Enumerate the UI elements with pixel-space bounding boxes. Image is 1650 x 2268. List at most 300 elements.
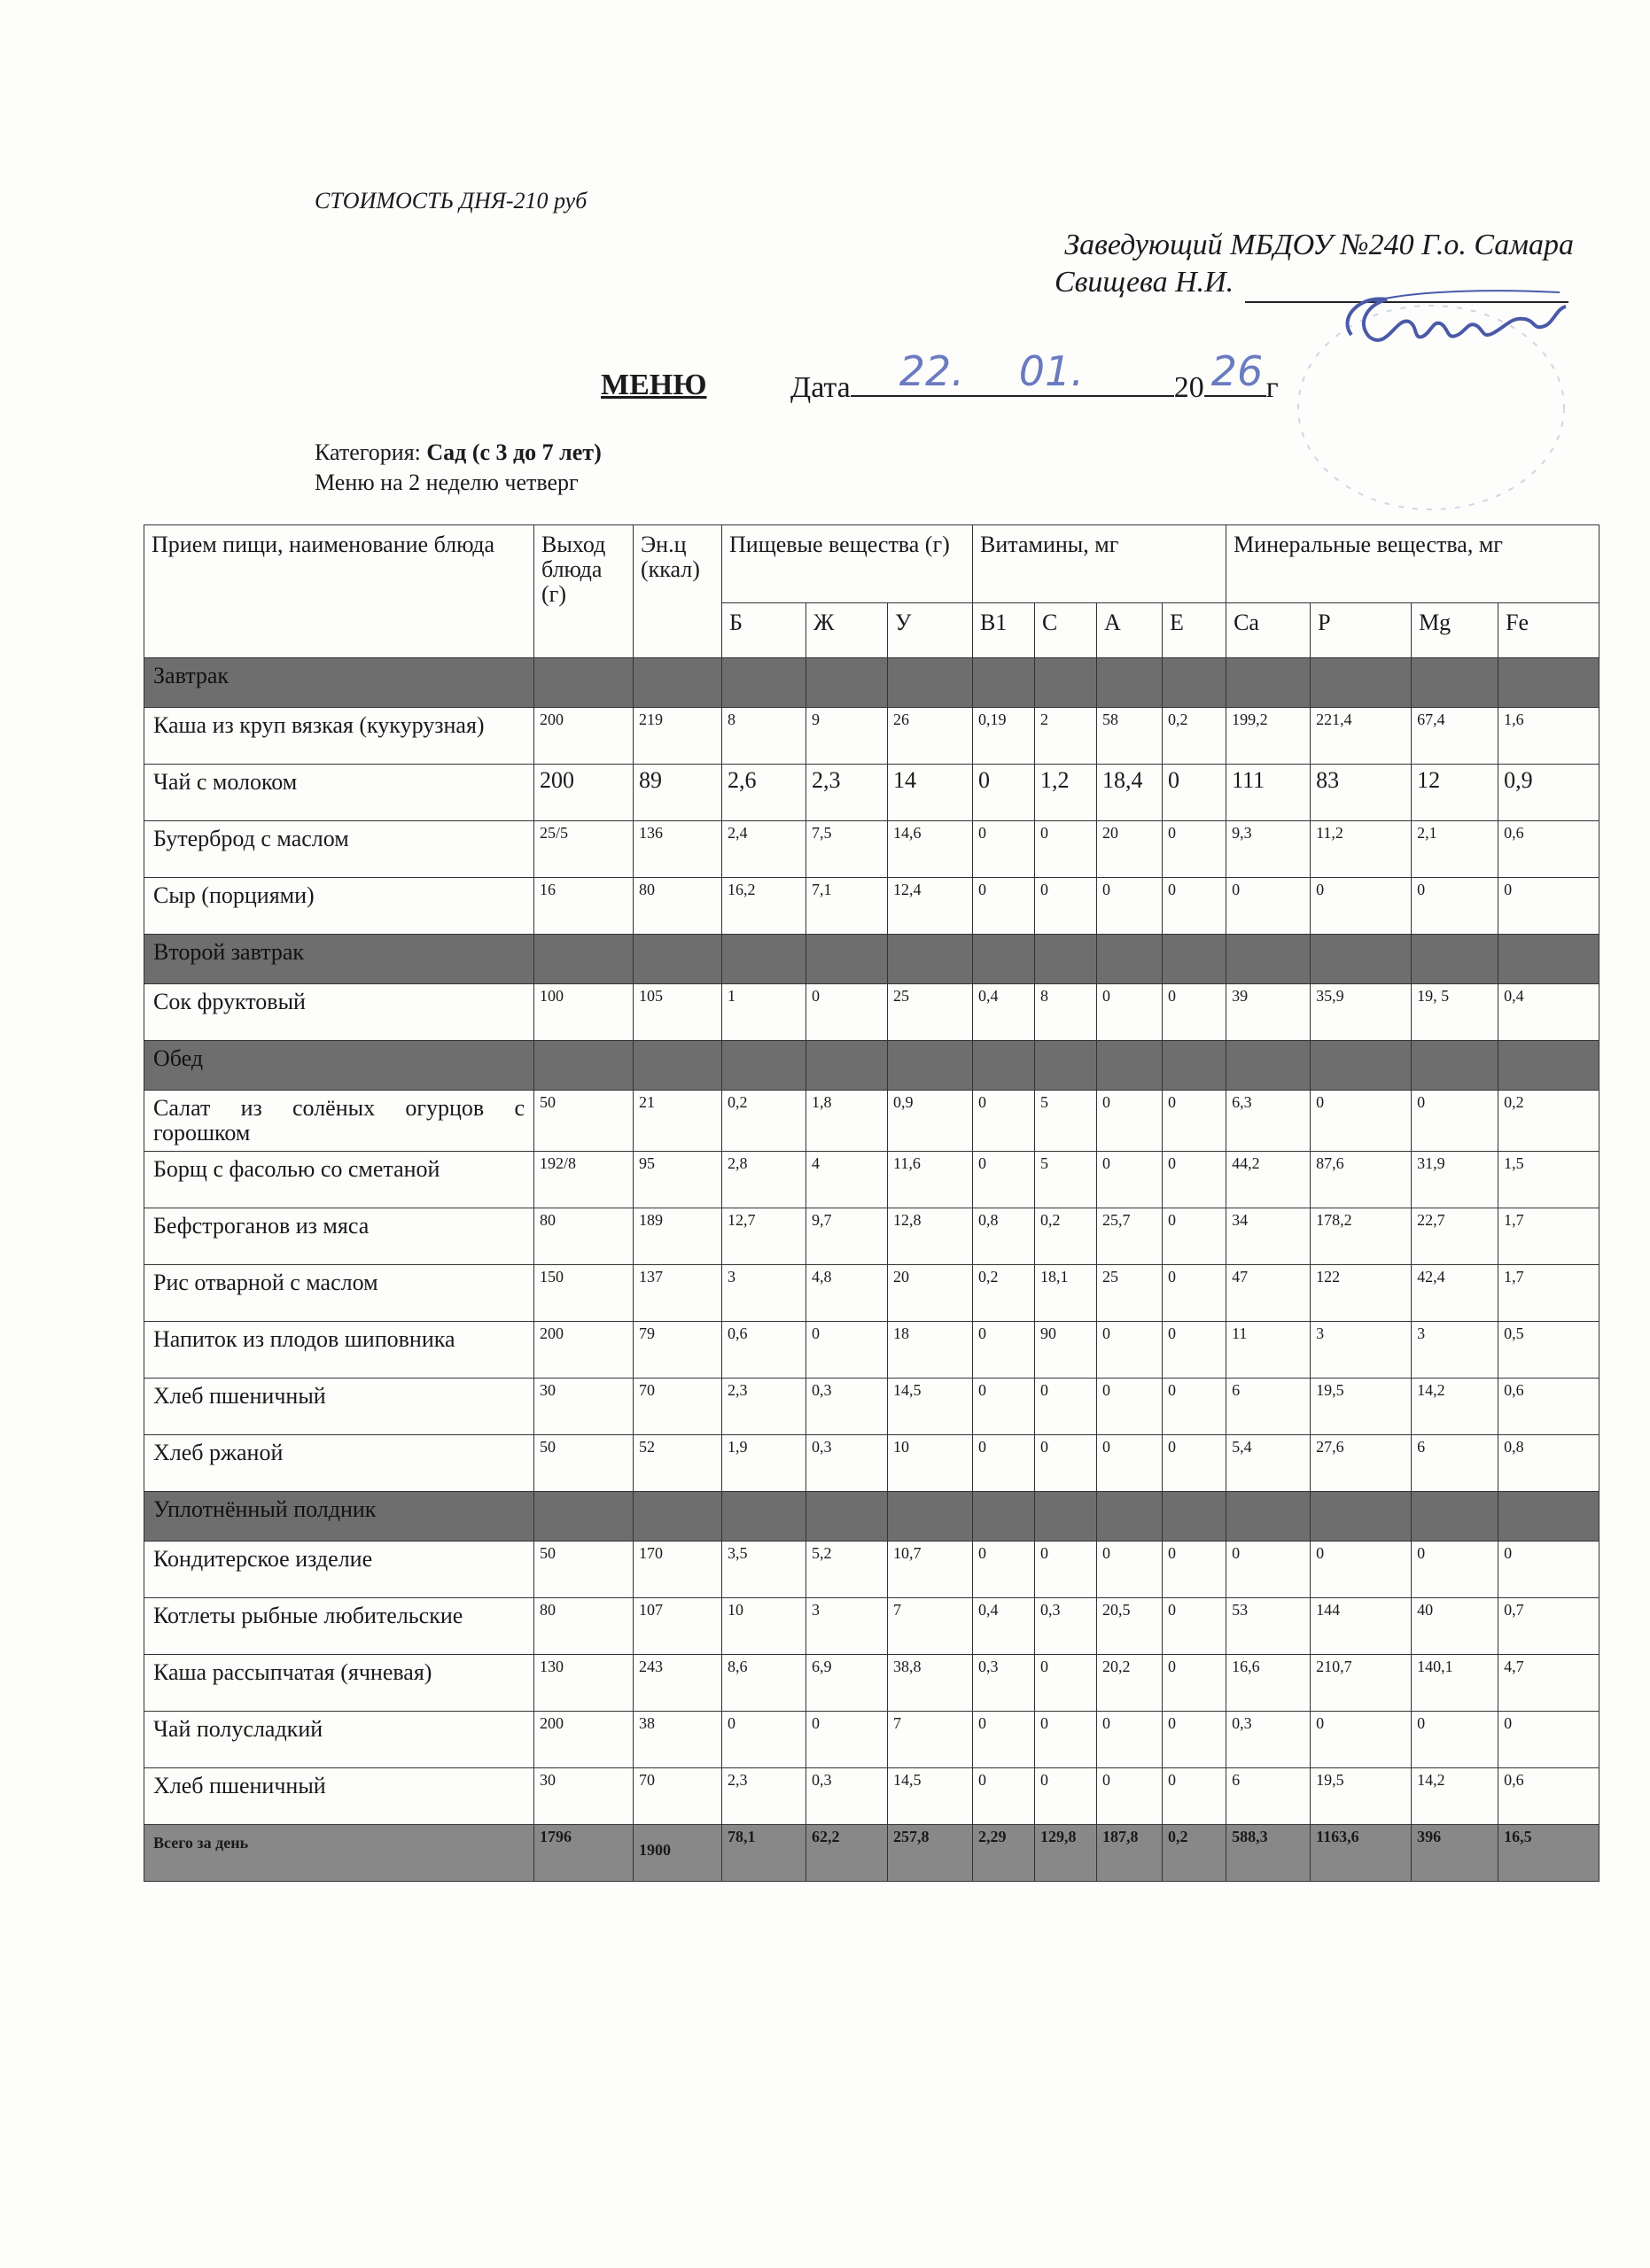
value-cell: 0 bbox=[1163, 1712, 1226, 1768]
dish-name: Рис отварной с маслом bbox=[144, 1265, 534, 1322]
value-cell: 0 bbox=[1035, 1542, 1097, 1598]
section-filler-cell bbox=[534, 1492, 634, 1542]
value-cell: 14,2 bbox=[1412, 1768, 1498, 1825]
section-filler-cell bbox=[634, 935, 722, 984]
value-cell: 90 bbox=[1035, 1322, 1097, 1379]
value-cell: 0 bbox=[1163, 1152, 1226, 1208]
header-zh: Ж bbox=[806, 603, 888, 658]
value-cell: 122 bbox=[1311, 1265, 1412, 1322]
menu-title: МЕНЮ bbox=[601, 369, 707, 401]
value-cell: 100 bbox=[534, 984, 634, 1041]
value-cell: 0,3 bbox=[973, 1655, 1035, 1712]
value-cell: 0 bbox=[1498, 878, 1599, 935]
value-cell: 2,3 bbox=[722, 1768, 806, 1825]
value-cell: 26 bbox=[888, 708, 973, 765]
section-filler-cell bbox=[1412, 935, 1498, 984]
section-filler-cell bbox=[888, 1041, 973, 1091]
value-cell: 79 bbox=[634, 1322, 722, 1379]
value-cell: 22,7 bbox=[1412, 1208, 1498, 1265]
value-cell: 95 bbox=[634, 1152, 722, 1208]
header-vitamins: Витамины, мг bbox=[973, 525, 1226, 603]
section-filler-cell bbox=[722, 1492, 806, 1542]
value-cell: 18,4 bbox=[1097, 765, 1163, 821]
header-b1: B1 bbox=[973, 603, 1035, 658]
value-cell: 199,2 bbox=[1226, 708, 1311, 765]
value-cell: 14,2 bbox=[1412, 1379, 1498, 1435]
value-cell: 200 bbox=[534, 1712, 634, 1768]
value-cell: 5,2 bbox=[806, 1542, 888, 1598]
value-cell: 5 bbox=[1035, 1091, 1097, 1152]
value-cell: 221,4 bbox=[1311, 708, 1412, 765]
value-cell: 16,6 bbox=[1226, 1655, 1311, 1712]
value-cell: 1,5 bbox=[1498, 1152, 1599, 1208]
date-month: 01. bbox=[1018, 347, 1084, 395]
section-filler-cell bbox=[1163, 935, 1226, 984]
menu-table bbox=[144, 524, 1599, 1882]
value-cell: 150 bbox=[534, 1265, 634, 1322]
dish-name: Бутерброд с маслом bbox=[144, 821, 534, 878]
dish-name: Каша рассыпчатая (ячневая) bbox=[144, 1655, 534, 1712]
table-row bbox=[144, 1435, 1599, 1492]
section-filler-cell bbox=[1035, 658, 1097, 708]
dish-name: Хлеб пшеничный bbox=[144, 1379, 534, 1435]
value-cell: 0 bbox=[1498, 1542, 1599, 1598]
value-cell: 70 bbox=[634, 1768, 722, 1825]
category-value: Сад (с 3 до 7 лет) bbox=[426, 439, 602, 465]
value-cell: 1,7 bbox=[1498, 1208, 1599, 1265]
section-filler-cell bbox=[1498, 1041, 1599, 1091]
value-cell: 89 bbox=[634, 765, 722, 821]
value-cell: 2,6 bbox=[722, 765, 806, 821]
value-cell: 0 bbox=[1163, 1091, 1226, 1152]
value-cell: 1,7 bbox=[1498, 1265, 1599, 1322]
value-cell: 52 bbox=[634, 1435, 722, 1492]
section-filler-cell bbox=[1498, 658, 1599, 708]
total-value-cell: 588,3 bbox=[1226, 1825, 1311, 1882]
date-year-suffix: 26 bbox=[1210, 347, 1264, 395]
header-energy: Эн.ц (ккал) bbox=[634, 525, 722, 658]
value-cell: 0 bbox=[1097, 1768, 1163, 1825]
dish-name: Кондитерское изделие bbox=[144, 1542, 534, 1598]
value-cell: 0 bbox=[1311, 878, 1412, 935]
value-cell: 192/8 bbox=[534, 1152, 634, 1208]
value-cell: 0,9 bbox=[888, 1091, 973, 1152]
value-cell: 0,19 bbox=[973, 708, 1035, 765]
value-cell: 0,6 bbox=[722, 1322, 806, 1379]
header-c: C bbox=[1035, 603, 1097, 658]
value-cell: 0 bbox=[1035, 1712, 1097, 1768]
value-cell: 0 bbox=[1035, 1379, 1097, 1435]
section-filler-cell bbox=[1035, 935, 1097, 984]
header-mg: Mg bbox=[1412, 603, 1498, 658]
value-cell: 80 bbox=[534, 1598, 634, 1655]
section-filler-cell bbox=[534, 1041, 634, 1091]
value-cell: 30 bbox=[534, 1379, 634, 1435]
value-cell: 0,2 bbox=[1163, 708, 1226, 765]
header-yield: Выход блюда (г) bbox=[534, 525, 634, 658]
value-cell: 0 bbox=[1311, 1091, 1412, 1152]
value-cell: 3 bbox=[722, 1265, 806, 1322]
value-cell: 0 bbox=[1412, 1712, 1498, 1768]
value-cell: 2,3 bbox=[806, 765, 888, 821]
value-cell: 0 bbox=[973, 1435, 1035, 1492]
value-cell: 0 bbox=[973, 1379, 1035, 1435]
section-filler-cell bbox=[722, 658, 806, 708]
value-cell: 130 bbox=[534, 1655, 634, 1712]
value-cell: 20 bbox=[888, 1265, 973, 1322]
value-cell: 0 bbox=[1163, 1768, 1226, 1825]
dish-name: Чай полусладкий bbox=[144, 1712, 534, 1768]
value-cell: 14 bbox=[888, 765, 973, 821]
value-cell: 7 bbox=[888, 1598, 973, 1655]
value-cell: 35,9 bbox=[1311, 984, 1412, 1041]
value-cell: 2,8 bbox=[722, 1152, 806, 1208]
value-cell: 7,1 bbox=[806, 878, 888, 935]
value-cell: 0 bbox=[1163, 1598, 1226, 1655]
section-filler-cell bbox=[1035, 1492, 1097, 1542]
value-cell: 10 bbox=[888, 1435, 973, 1492]
value-cell: 14,6 bbox=[888, 821, 973, 878]
value-cell: 0 bbox=[1163, 1655, 1226, 1712]
value-cell: 0,4 bbox=[973, 984, 1035, 1041]
value-cell: 0 bbox=[806, 1322, 888, 1379]
date-year-prefix: 20 bbox=[1173, 371, 1204, 404]
section-filler-cell bbox=[973, 935, 1035, 984]
value-cell: 243 bbox=[634, 1655, 722, 1712]
date-day-month-field bbox=[851, 347, 1174, 397]
value-cell: 0,8 bbox=[973, 1208, 1035, 1265]
value-cell: 1 bbox=[722, 984, 806, 1041]
value-cell: 12,7 bbox=[722, 1208, 806, 1265]
value-cell: 0 bbox=[1163, 765, 1226, 821]
value-cell: 12,4 bbox=[888, 878, 973, 935]
total-value-cell: 1900 bbox=[634, 1825, 722, 1882]
value-cell: 0 bbox=[1163, 984, 1226, 1041]
value-cell: 0 bbox=[973, 821, 1035, 878]
header-b: Б bbox=[722, 603, 806, 658]
table-row bbox=[144, 1768, 1599, 1825]
value-cell: 0 bbox=[1035, 1435, 1097, 1492]
table-row bbox=[144, 1091, 1599, 1152]
value-cell: 0 bbox=[1097, 878, 1163, 935]
total-value-cell: 396 bbox=[1412, 1825, 1498, 1882]
table-row bbox=[144, 765, 1599, 821]
value-cell: 0,3 bbox=[1226, 1712, 1311, 1768]
value-cell: 9,7 bbox=[806, 1208, 888, 1265]
value-cell: 11,6 bbox=[888, 1152, 973, 1208]
value-cell: 0,2 bbox=[722, 1091, 806, 1152]
value-cell: 0 bbox=[1097, 1322, 1163, 1379]
value-cell: 0 bbox=[973, 878, 1035, 935]
value-cell: 38 bbox=[634, 1712, 722, 1768]
category bbox=[315, 439, 602, 466]
date-unit: г bbox=[1265, 371, 1279, 404]
section-filler-cell bbox=[1226, 1492, 1311, 1542]
value-cell: 44,2 bbox=[1226, 1152, 1311, 1208]
section-row bbox=[144, 1041, 1599, 1091]
header-minerals: Минеральные вещества, мг bbox=[1226, 525, 1599, 603]
value-cell: 0 bbox=[973, 1768, 1035, 1825]
value-cell: 25,7 bbox=[1097, 1208, 1163, 1265]
value-cell: 20 bbox=[1097, 821, 1163, 878]
value-cell: 200 bbox=[534, 708, 634, 765]
value-cell: 5,4 bbox=[1226, 1435, 1311, 1492]
section-filler-cell bbox=[1498, 1492, 1599, 1542]
table-row bbox=[144, 984, 1599, 1041]
section-filler-cell bbox=[722, 935, 806, 984]
value-cell: 19,5 bbox=[1311, 1768, 1412, 1825]
week-label: Меню на 2 неделю четверг bbox=[315, 470, 579, 495]
value-cell: 53 bbox=[1226, 1598, 1311, 1655]
section-filler-cell bbox=[1311, 1492, 1412, 1542]
value-cell: 0 bbox=[1311, 1712, 1412, 1768]
value-cell: 16 bbox=[534, 878, 634, 935]
value-cell: 170 bbox=[634, 1542, 722, 1598]
value-cell: 7,5 bbox=[806, 821, 888, 878]
value-cell: 140,1 bbox=[1412, 1655, 1498, 1712]
value-cell: 144 bbox=[1311, 1598, 1412, 1655]
total-value-cell: 257,8 bbox=[888, 1825, 973, 1882]
value-cell: 0,5 bbox=[1498, 1322, 1599, 1379]
table-row bbox=[144, 821, 1599, 878]
value-cell: 0 bbox=[1035, 821, 1097, 878]
value-cell: 111 bbox=[1226, 765, 1311, 821]
date-label: Дата bbox=[790, 371, 851, 404]
value-cell: 136 bbox=[634, 821, 722, 878]
value-cell: 0,3 bbox=[806, 1768, 888, 1825]
section-filler-cell bbox=[1097, 1492, 1163, 1542]
value-cell: 34 bbox=[1226, 1208, 1311, 1265]
value-cell: 18,1 bbox=[1035, 1265, 1097, 1322]
table-row bbox=[144, 1265, 1599, 1322]
header-a: A bbox=[1097, 603, 1163, 658]
total-value-cell: 0,2 bbox=[1163, 1825, 1226, 1882]
value-cell: 0 bbox=[1163, 821, 1226, 878]
section-filler-cell bbox=[1498, 935, 1599, 984]
value-cell: 6 bbox=[1412, 1435, 1498, 1492]
section-filler-cell bbox=[722, 1041, 806, 1091]
value-cell: 6 bbox=[1226, 1379, 1311, 1435]
value-cell: 39 bbox=[1226, 984, 1311, 1041]
value-cell: 27,6 bbox=[1311, 1435, 1412, 1492]
dish-name: Бефстроганов из мяса bbox=[144, 1208, 534, 1265]
value-cell: 19,5 bbox=[1311, 1379, 1412, 1435]
value-cell: 0 bbox=[1035, 878, 1097, 935]
value-cell: 0 bbox=[1097, 1379, 1163, 1435]
value-cell: 0,4 bbox=[1498, 984, 1599, 1041]
value-cell: 189 bbox=[634, 1208, 722, 1265]
value-cell: 11 bbox=[1226, 1322, 1311, 1379]
section-filler-cell bbox=[973, 1492, 1035, 1542]
value-cell: 38,8 bbox=[888, 1655, 973, 1712]
section-filler-cell bbox=[1035, 1041, 1097, 1091]
value-cell: 200 bbox=[534, 765, 634, 821]
dish-name: Хлеб пшеничный bbox=[144, 1768, 534, 1825]
value-cell: 0,8 bbox=[1498, 1435, 1599, 1492]
section-filler-cell bbox=[1097, 935, 1163, 984]
value-cell: 10,7 bbox=[888, 1542, 973, 1598]
value-cell: 30 bbox=[534, 1768, 634, 1825]
value-cell: 70 bbox=[634, 1379, 722, 1435]
total-row bbox=[144, 1825, 1599, 1882]
value-cell: 0 bbox=[1097, 1091, 1163, 1152]
category-label: Категория: bbox=[315, 439, 427, 465]
value-cell: 178,2 bbox=[1311, 1208, 1412, 1265]
value-cell: 25 bbox=[1097, 1265, 1163, 1322]
value-cell: 0,2 bbox=[1035, 1208, 1097, 1265]
value-cell: 14,5 bbox=[888, 1379, 973, 1435]
section-row bbox=[144, 935, 1599, 984]
dish-name: Сыр (порциями) bbox=[144, 878, 534, 935]
total-value-cell: 129,8 bbox=[1035, 1825, 1097, 1882]
date-day: 22. bbox=[899, 347, 964, 395]
dish-name: Напиток из плодов шиповника bbox=[144, 1322, 534, 1379]
value-cell: 137 bbox=[634, 1265, 722, 1322]
value-cell: 80 bbox=[534, 1208, 634, 1265]
value-cell: 1,9 bbox=[722, 1435, 806, 1492]
value-cell: 0 bbox=[1226, 1542, 1311, 1598]
header-p: P bbox=[1311, 603, 1412, 658]
value-cell: 0,4 bbox=[973, 1598, 1035, 1655]
dish-name: Чай с молоком bbox=[144, 765, 534, 821]
value-cell: 0 bbox=[1035, 1655, 1097, 1712]
value-cell: 105 bbox=[634, 984, 722, 1041]
value-cell: 14,5 bbox=[888, 1768, 973, 1825]
header-ca: Ca bbox=[1226, 603, 1311, 658]
section-row bbox=[144, 1492, 1599, 1542]
value-cell: 0 bbox=[1097, 1542, 1163, 1598]
section-filler-cell bbox=[1226, 658, 1311, 708]
dish-name: Каша из круп вязкая (кукурузная) bbox=[144, 708, 534, 765]
value-cell: 3 bbox=[1311, 1322, 1412, 1379]
value-cell: 200 bbox=[534, 1322, 634, 1379]
table-row bbox=[144, 1712, 1599, 1768]
table-row bbox=[144, 1208, 1599, 1265]
section-filler-cell bbox=[806, 935, 888, 984]
table-row bbox=[144, 1598, 1599, 1655]
header-meal: Прием пищи, наименование блюда bbox=[144, 525, 534, 658]
value-cell: 0 bbox=[1498, 1712, 1599, 1768]
value-cell: 0 bbox=[973, 1091, 1035, 1152]
section-filler-cell bbox=[973, 658, 1035, 708]
value-cell: 31,9 bbox=[1412, 1152, 1498, 1208]
value-cell: 25/5 bbox=[534, 821, 634, 878]
value-cell: 6,3 bbox=[1226, 1091, 1311, 1152]
value-cell: 0 bbox=[973, 765, 1035, 821]
value-cell: 0 bbox=[973, 1542, 1035, 1598]
section-filler-cell bbox=[1097, 658, 1163, 708]
value-cell: 0,9 bbox=[1498, 765, 1599, 821]
total-value-cell: 16,5 bbox=[1498, 1825, 1599, 1882]
value-cell: 8 bbox=[1035, 984, 1097, 1041]
value-cell: 42,4 bbox=[1412, 1265, 1498, 1322]
section-filler-cell bbox=[534, 935, 634, 984]
value-cell: 0,2 bbox=[1498, 1091, 1599, 1152]
table-row bbox=[144, 1322, 1599, 1379]
date-year-field bbox=[1204, 347, 1266, 397]
date-row bbox=[790, 347, 1279, 405]
value-cell: 83 bbox=[1311, 765, 1412, 821]
table-row bbox=[144, 1542, 1599, 1598]
header-fe: Fe bbox=[1498, 603, 1599, 658]
value-cell: 0,7 bbox=[1498, 1598, 1599, 1655]
value-cell: 0 bbox=[806, 1712, 888, 1768]
value-cell: 20,2 bbox=[1097, 1655, 1163, 1712]
signature-mark bbox=[1334, 282, 1573, 361]
header-nutrients: Пищевые вещества (г) bbox=[722, 525, 973, 603]
value-cell: 50 bbox=[534, 1542, 634, 1598]
section-filler-cell bbox=[534, 658, 634, 708]
value-cell: 0 bbox=[1412, 1091, 1498, 1152]
value-cell: 87,6 bbox=[1311, 1152, 1412, 1208]
value-cell: 50 bbox=[534, 1435, 634, 1492]
value-cell: 0 bbox=[1226, 878, 1311, 935]
value-cell: 25 bbox=[888, 984, 973, 1041]
value-cell: 1,8 bbox=[806, 1091, 888, 1152]
value-cell: 11,2 bbox=[1311, 821, 1412, 878]
table-row bbox=[144, 708, 1599, 765]
value-cell: 0,3 bbox=[1035, 1598, 1097, 1655]
value-cell: 0 bbox=[1035, 1768, 1097, 1825]
value-cell: 0 bbox=[973, 1712, 1035, 1768]
section-filler-cell bbox=[806, 658, 888, 708]
value-cell: 80 bbox=[634, 878, 722, 935]
value-cell: 3 bbox=[1412, 1322, 1498, 1379]
value-cell: 0 bbox=[1097, 1152, 1163, 1208]
value-cell: 0 bbox=[1163, 878, 1226, 935]
value-cell: 58 bbox=[1097, 708, 1163, 765]
section-filler-cell bbox=[634, 1041, 722, 1091]
value-cell: 12 bbox=[1412, 765, 1498, 821]
day-cost: СТОИМОСТЬ ДНЯ-210 руб bbox=[315, 188, 588, 214]
value-cell: 0,6 bbox=[1498, 821, 1599, 878]
section-filler-cell bbox=[1226, 1041, 1311, 1091]
value-cell: 18 bbox=[888, 1322, 973, 1379]
section-row bbox=[144, 658, 1599, 708]
value-cell: 0 bbox=[1311, 1542, 1412, 1598]
value-cell: 0 bbox=[1097, 984, 1163, 1041]
value-cell: 12,8 bbox=[888, 1208, 973, 1265]
value-cell: 40 bbox=[1412, 1598, 1498, 1655]
value-cell: 0,6 bbox=[1498, 1768, 1599, 1825]
section-filler-cell bbox=[1226, 935, 1311, 984]
value-cell: 7 bbox=[888, 1712, 973, 1768]
section-filler-cell bbox=[1311, 658, 1412, 708]
dish-name: Борщ с фасолью со сметаной bbox=[144, 1152, 534, 1208]
value-cell: 10 bbox=[722, 1598, 806, 1655]
total-value-cell: 78,1 bbox=[722, 1825, 806, 1882]
value-cell: 4 bbox=[806, 1152, 888, 1208]
table-row bbox=[144, 1379, 1599, 1435]
value-cell: 0 bbox=[973, 1322, 1035, 1379]
dish-name: Салат из солёных огурцов с горошком bbox=[144, 1091, 534, 1152]
head-title: Заведующий МБДОУ №240 Г.о. Самара bbox=[1064, 229, 1574, 261]
section-filler-cell bbox=[1311, 935, 1412, 984]
value-cell: 1,2 bbox=[1035, 765, 1097, 821]
section-filler-cell bbox=[1163, 1041, 1226, 1091]
value-cell: 0 bbox=[1097, 1712, 1163, 1768]
section-filler-cell bbox=[806, 1492, 888, 1542]
value-cell: 0 bbox=[1163, 1208, 1226, 1265]
total-value-cell: 62,2 bbox=[806, 1825, 888, 1882]
section-filler-cell bbox=[888, 1492, 973, 1542]
value-cell: 6 bbox=[1226, 1768, 1311, 1825]
value-cell: 0 bbox=[1163, 1265, 1226, 1322]
value-cell: 0 bbox=[1163, 1322, 1226, 1379]
value-cell: 0 bbox=[1097, 1435, 1163, 1492]
section-filler-cell bbox=[888, 658, 973, 708]
section-filler-cell bbox=[1412, 1041, 1498, 1091]
